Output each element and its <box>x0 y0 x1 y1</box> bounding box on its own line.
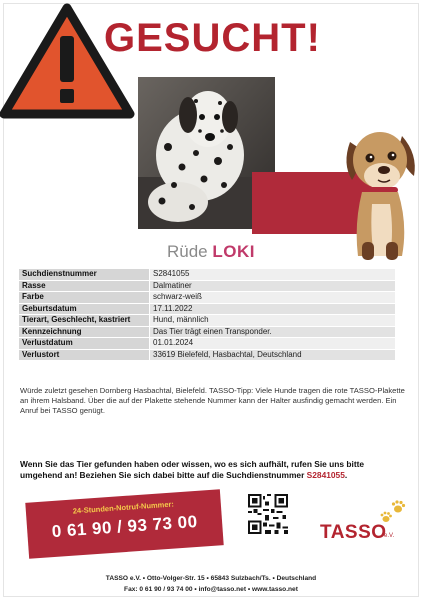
detail-label: Tierart, Geschlecht, kastriert <box>19 315 150 327</box>
appeal-number: S2841055 <box>306 470 345 480</box>
detail-value: schwarz-weiß <box>150 292 396 304</box>
dog-name: LOKI <box>212 242 255 261</box>
footer-contact: Fax: 0 61 90 / 93 74 00 • info@tasso.net • www.tasso.net <box>124 586 298 593</box>
hotline-banner <box>25 489 223 558</box>
dog-name-line <box>0 242 422 262</box>
qr-code-icon[interactable] <box>248 494 288 534</box>
footer-address: TASSO e.V. • Otto-Volger-Str. 15 • 65843 Sulzbach/Ts. • Deutschland <box>105 575 317 582</box>
detail-value: Hund, männlich <box>150 315 396 327</box>
dog-sex: Rüde <box>167 242 208 261</box>
detail-label: Verlustort <box>19 349 150 361</box>
detail-row <box>19 280 396 292</box>
detail-row <box>19 303 396 315</box>
appeal-body: Wenn Sie das Tier gefunden haben oder wissen, wo es sich aufhält, rufen Sie uns bitte umgehend an! Beziehen Sie sich dabei bitte auf die Suchdienstnummer <box>20 459 365 480</box>
detail-label: Suchdienstnummer <box>19 269 150 281</box>
tasso-logo-text: TASSO <box>320 522 387 543</box>
detail-label: Geburtsdatum <box>19 303 150 315</box>
detail-row <box>19 338 396 350</box>
hotline-number[interactable]: 0 61 90 / 93 73 00 <box>51 511 199 542</box>
hotline-label: 24-Stunden-Notruf-Nummer: <box>72 499 175 516</box>
detail-label: Verlustdatum <box>19 338 150 350</box>
tasso-logo-suffix: e.V. <box>384 533 395 539</box>
appeal-text <box>20 459 408 481</box>
poster-title: GESUCHT! <box>104 16 321 60</box>
detail-value: 01.01.2024 <box>150 338 396 350</box>
detail-value: S2841055 <box>150 269 396 281</box>
description-text: Würde zuletzt gesehen Dornberg Hasbachtal, Bielefeld. TASSO-Tipp: Viele Hunde tragen die rote TASSO-Plakette an ihrem Halsband. Über die auf der Plakette stehende Nummer kann der Halter ausfindig gemacht werden. Ein Anruf bei TASSO genügt. <box>20 386 405 415</box>
detail-row <box>19 315 396 327</box>
detail-value: Das Tier trägt einen Transponder. <box>150 326 396 338</box>
appeal-end: . <box>344 470 348 480</box>
detail-value: 33619 Bielefeld, Hasbachtal, Deutschland <box>150 349 396 361</box>
detail-row <box>19 326 396 338</box>
detail-label: Kennzeichnung <box>19 326 150 338</box>
details-table <box>18 268 396 361</box>
detail-value: 17.11.2022 <box>150 303 396 315</box>
detail-label: Farbe <box>19 292 150 304</box>
detail-value: Dalmatiner <box>150 280 396 292</box>
detail-label: Rasse <box>19 280 150 292</box>
detail-row <box>19 349 396 361</box>
detail-row <box>19 269 396 281</box>
detail-row <box>19 292 396 304</box>
